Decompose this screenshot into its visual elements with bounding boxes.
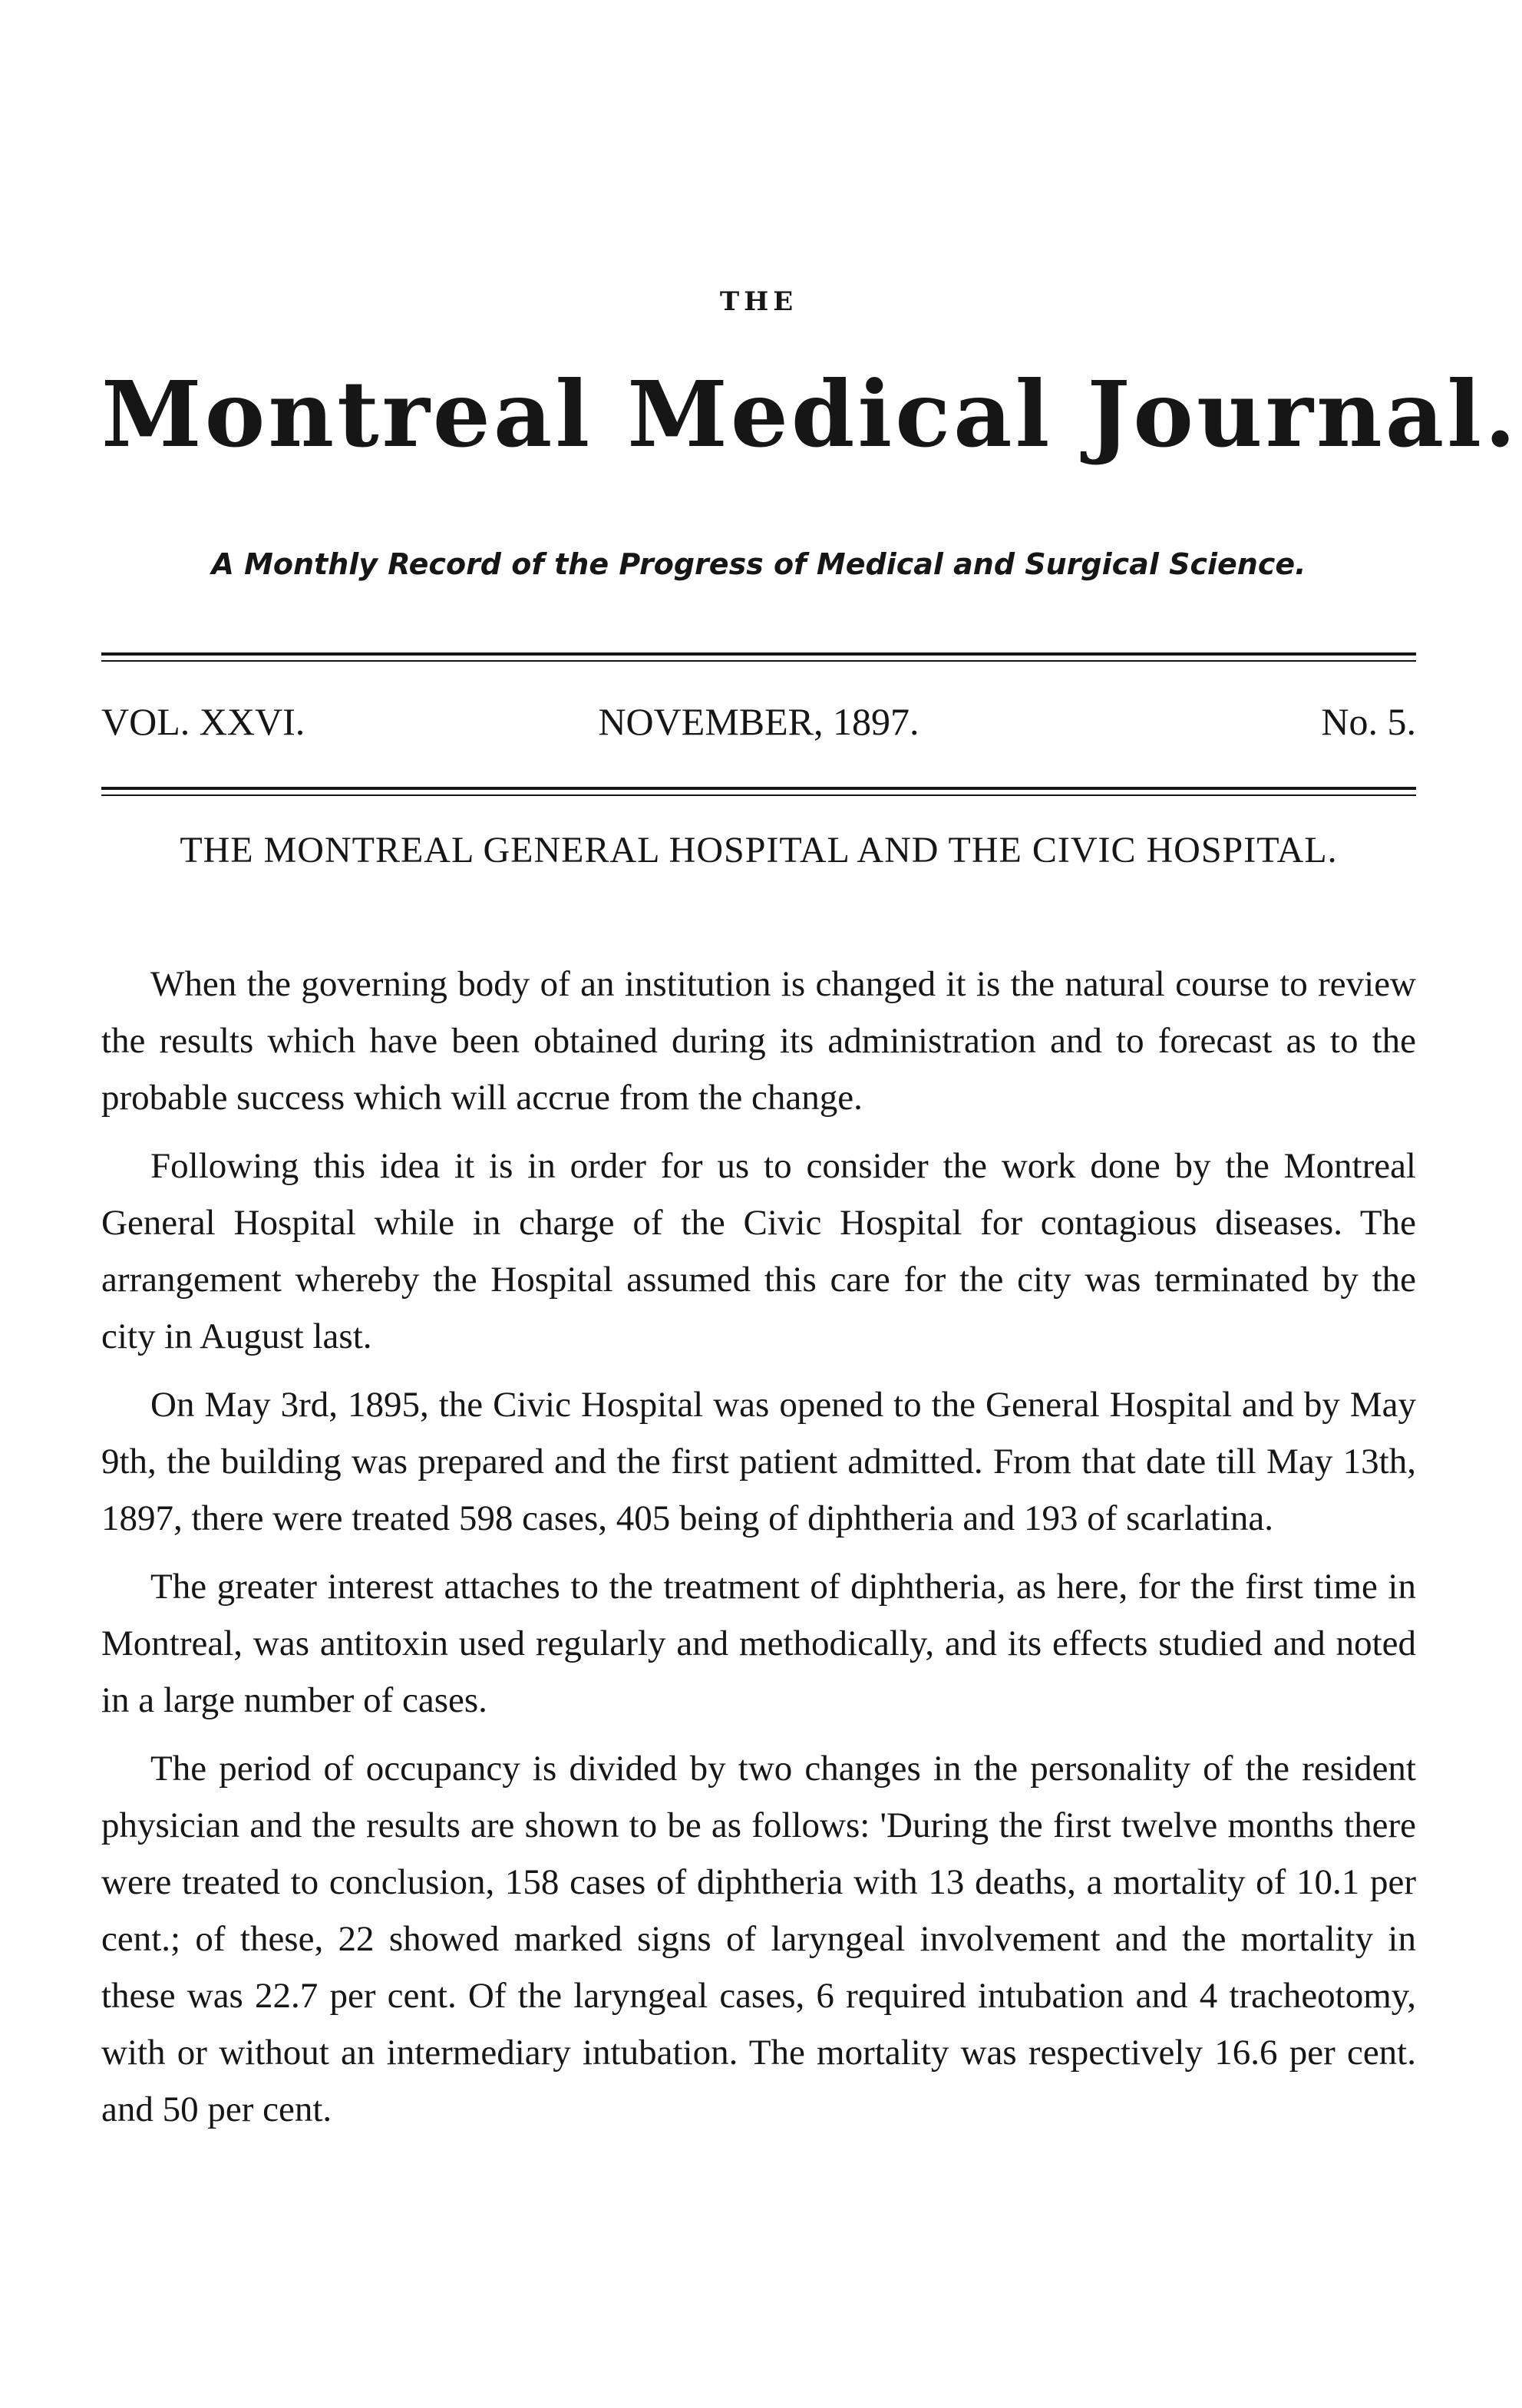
article-paragraph: Following this idea it is in order for us to consider the work done by the Montreal General Hospital while in charge of the Civic Hospital for contagious diseases. The arrangement whereby the Hospital assumed this care for the city was terminated by the city in August last. bbox=[101, 1146, 1416, 1356]
volume-label: VOL. XXVI. bbox=[101, 700, 305, 743]
article-paragraph: The period of occupancy is divided by two changes in the personality of the resident physician and the results are shown to be as follows: 'During the first twelve months there were treated to conclusion, 158 cases of diphtheria with 13 deaths, a mortality of 10.1 per cent.; of these, 22 showed marked signs of laryngeal involvement and the mortality in these was 22.7 per cent. Of the laryngeal cases, 6 required intubation and 4 tracheotomy, with or without an intermediary intubation. The mortality was respectively 16.6 per cent. and 50 per cent. bbox=[101, 1749, 1416, 2129]
article-paragraph: On May 3rd, 1895, the Civic Hospital was opened to the General Hospital and by May 9th, the building was prepared and the first patient admitted. From that date till May 13th, 1897, there were treated 598 cases, 405 being of diphtheria and 193 of scarlatina. bbox=[101, 1385, 1416, 1538]
article-body bbox=[101, 956, 1416, 2149]
article-paragraph: When the governing body of an institution is changed it is the natural course to review the results which have been obtained during its administration and to forecast as to the probable success which will accrue from the change. bbox=[101, 964, 1416, 1118]
journal-page bbox=[101, 0, 1520, 2408]
journal-subtitle: A Monthly Record of the Progress of Medical and Surgical Science. bbox=[211, 547, 1306, 581]
issue-date: NOVEMBER, 1897. bbox=[598, 700, 919, 743]
issue-number: No. 5. bbox=[1321, 700, 1416, 743]
top-double-rule-lower bbox=[101, 660, 1416, 662]
issue-line bbox=[101, 695, 1416, 748]
journal-title: Montreal Medical Journal. bbox=[101, 361, 1520, 467]
article-title: THE MONTREAL GENERAL HOSPITAL AND THE CIVIC HOSPITAL. bbox=[180, 830, 1338, 870]
bottom-double-rule-upper bbox=[101, 787, 1416, 790]
bottom-double-rule-lower bbox=[101, 794, 1416, 796]
article-paragraph: The greater interest attaches to the treatment of diphtheria, as here, for the first time in Montreal, was antitoxin used regularly and methodically, and its effects studied and noted in a large number of cases. bbox=[101, 1567, 1416, 1720]
top-double-rule-upper bbox=[101, 652, 1416, 656]
journal-kicker: THE bbox=[719, 286, 798, 317]
